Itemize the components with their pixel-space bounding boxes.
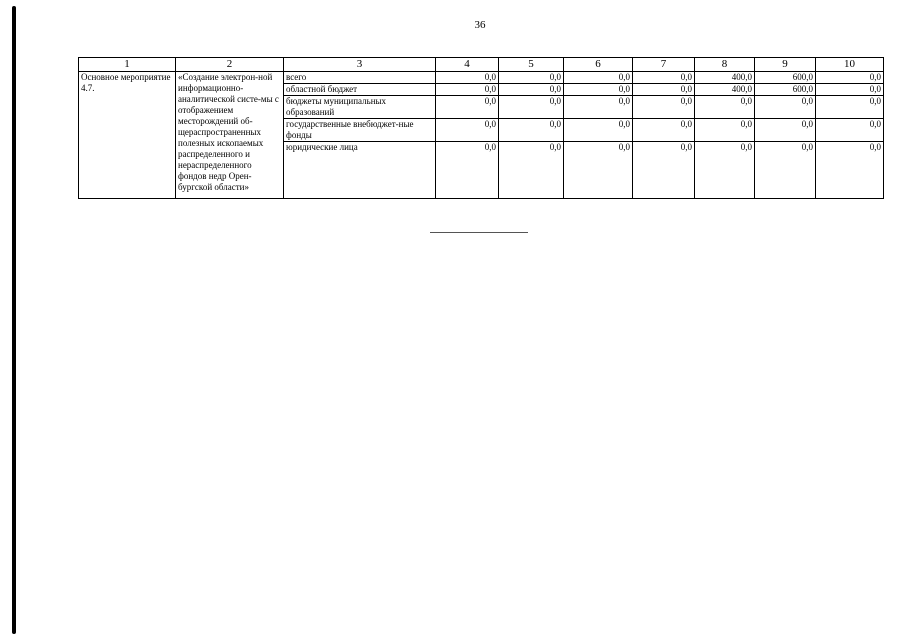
value-cell: 0,0 [633, 72, 695, 84]
value-cell: 0,0 [755, 142, 816, 199]
value-cell: 0,0 [695, 96, 755, 119]
value-cell: 0,0 [816, 84, 884, 96]
value-cell: 0,0 [436, 84, 499, 96]
funding-source-cell: бюджеты муниципальных образований [284, 96, 436, 119]
value-cell: 400,0 [695, 84, 755, 96]
value-cell: 0,0 [816, 119, 884, 142]
header-cell: 8 [695, 58, 755, 72]
value-cell: 0,0 [564, 142, 633, 199]
header-row [79, 58, 884, 72]
value-cell: 0,0 [564, 119, 633, 142]
header-cell: 3 [284, 58, 436, 72]
value-cell: 0,0 [436, 142, 499, 199]
value-cell: 0,0 [499, 84, 564, 96]
budget-table [78, 57, 884, 199]
funding-source-cell: юридические лица [284, 142, 436, 199]
value-cell: 0,0 [436, 72, 499, 84]
value-cell: 0,0 [633, 84, 695, 96]
value-cell: 0,0 [564, 72, 633, 84]
value-cell: 0,0 [499, 142, 564, 199]
header-cell: 2 [176, 58, 284, 72]
value-cell: 0,0 [695, 142, 755, 199]
value-cell: 0,0 [499, 96, 564, 119]
value-cell: 0,0 [695, 119, 755, 142]
header-cell: 10 [816, 58, 884, 72]
value-cell: 0,0 [633, 119, 695, 142]
header-cell: 5 [499, 58, 564, 72]
value-cell: 0,0 [564, 96, 633, 119]
funding-source-cell: всего [284, 72, 436, 84]
table-row [79, 72, 884, 84]
header-cell: 9 [755, 58, 816, 72]
event-name-cell: Основное мероприятие 4.7. [79, 72, 176, 199]
value-cell: 0,0 [499, 119, 564, 142]
value-cell: 0,0 [499, 72, 564, 84]
value-cell: 0,0 [436, 119, 499, 142]
value-cell: 0,0 [816, 142, 884, 199]
value-cell: 400,0 [695, 72, 755, 84]
page-number: 36 [474, 19, 486, 31]
value-cell: 0,0 [633, 142, 695, 199]
header-cell: 6 [564, 58, 633, 72]
header-cell: 7 [633, 58, 695, 72]
value-cell: 0,0 [633, 96, 695, 119]
scan-edge-bar [12, 6, 16, 634]
value-cell: 600,0 [755, 72, 816, 84]
value-cell: 0,0 [816, 72, 884, 84]
closing-separator-line [430, 232, 528, 233]
header-cell: 1 [79, 58, 176, 72]
value-cell: 0,0 [816, 96, 884, 119]
value-cell: 0,0 [755, 119, 816, 142]
funding-source-cell: государственные внебюджет-ные фонды [284, 119, 436, 142]
header-cell: 4 [436, 58, 499, 72]
value-cell: 600,0 [755, 84, 816, 96]
funding-source-cell: областной бюджет [284, 84, 436, 96]
value-cell: 0,0 [564, 84, 633, 96]
value-cell: 0,0 [436, 96, 499, 119]
event-description-cell: «Создание электрон-ной информационно-аналитической систе-мы с отображением месторождений об-щераспространенных полезных ископаемых распределенного и нераспределенного фондов недр Орен-бургской области» [176, 72, 284, 199]
value-cell: 0,0 [755, 96, 816, 119]
